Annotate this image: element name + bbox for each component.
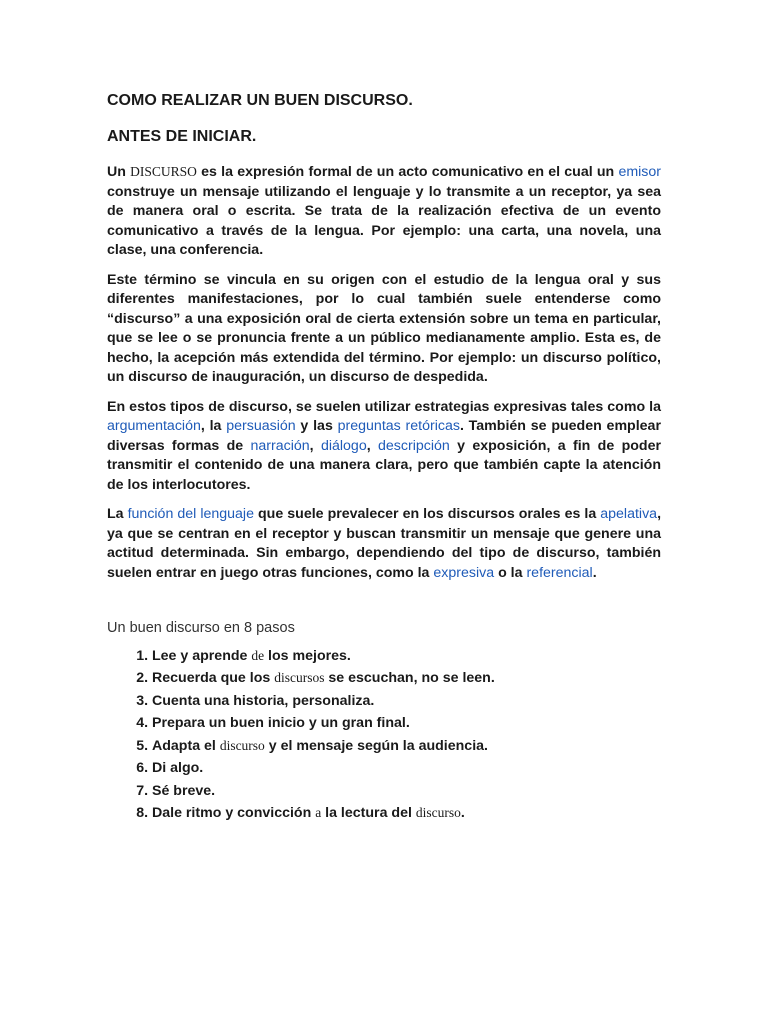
paragraph-origin: Este término se vincula en su origen con el estudio de la lengua oral y sus diferentes manifestaciones, por lo cual también suele entenderse como “discurso” a una exposición oral de cierta extensión sobre un tema en particular, que se lee o se pronuncia frente a un público medianamente amplio. Esta es, de hecho, la acepción más extendida del término. Por ejemplo: un discurso político, un discurso de inauguración, un discurso de despedida.: [107, 271, 661, 385]
list-item: 6. Di algo.: [152, 757, 661, 780]
list-item: 1. Lee y aprende de los mejores.: [152, 645, 661, 668]
paragraph-function: [107, 505, 661, 583]
text: y las: [295, 418, 338, 434]
list-item: 5. Adapta el discurso y el mensaje según la audiencia.: [152, 735, 661, 758]
list-item: 4. Prepara un buen inicio y un gran final.: [152, 712, 661, 735]
link-argumentacion[interactable]: argumentación: [107, 418, 201, 434]
text: La: [107, 506, 128, 522]
document-title: COMO REALIZAR UN BUEN DISCURSO.: [107, 92, 413, 109]
text: que suele prevalecer en los discursos orales es la: [253, 506, 601, 522]
link-persuasion[interactable]: persuasión: [226, 418, 296, 434]
steps-list: [107, 645, 661, 825]
text: construye un mensaje utilizando el lenguaje y lo transmite a un receptor, ya sea de manera oral o escrita. Se trata de la realización efectiva de un evento comunicativo a través de la lengua. Por ejemplo: una carta, una novela, una clase, una conferencia.: [107, 183, 661, 258]
term-discurso: DISCURSO: [130, 164, 197, 179]
link-emisor[interactable]: emisor: [618, 164, 662, 180]
text: ,: [366, 437, 379, 454]
link-preguntas-retoricas[interactable]: preguntas retóricas: [337, 418, 460, 434]
text: .: [592, 564, 597, 581]
link-apelativa[interactable]: apelativa: [600, 506, 658, 522]
list-item: 7. Sé breve.: [152, 780, 661, 803]
link-narracion[interactable]: narración: [250, 437, 310, 454]
link-funcion-del-lenguaje[interactable]: función del lenguaje: [127, 506, 254, 522]
list-item: 2. Recuerda que los discursos se escuchan, no se leen.: [152, 667, 661, 690]
link-referencial[interactable]: referencial: [526, 564, 593, 581]
link-descripcion[interactable]: descripción: [378, 437, 450, 454]
text: es la expresión formal de un acto comunicativo en el cual un: [196, 164, 619, 180]
steps-heading: Un buen discurso en 8 pasos: [107, 620, 295, 636]
text: ,: [309, 437, 321, 454]
paragraph-definition: [107, 162, 661, 261]
text: , la: [200, 418, 227, 434]
text: o la: [494, 564, 527, 581]
text: Un: [107, 164, 131, 180]
link-expresiva[interactable]: expresiva: [433, 564, 495, 581]
list-item: 3. Cuenta una historia, personaliza.: [152, 690, 661, 713]
section-heading: ANTES DE INICIAR.: [107, 128, 257, 145]
text: En estos tipos de discurso, se suelen utilizar estrategias expresivas tales como la: [107, 398, 661, 415]
text: , ya que se centran en el receptor y buscan transmitir un mensaje que genere una actitud determinada. Sin embargo, dependiendo del tipo de discurso, también suelen entrar en juego otras funciones, como la: [107, 506, 662, 581]
link-dialogo[interactable]: diálogo: [320, 437, 367, 454]
paragraph-strategies: [107, 398, 661, 496]
text: y exposición, a fin de poder transmitir el contenido de una manera clara, pero que también capte la atención de los interlocutores.: [107, 437, 661, 493]
text: . También se pueden emplear diversas formas de: [107, 418, 661, 454]
document-page: [107, 90, 661, 825]
list-item: 8. Dale ritmo y convicción a la lectura del discurso.: [152, 802, 661, 825]
